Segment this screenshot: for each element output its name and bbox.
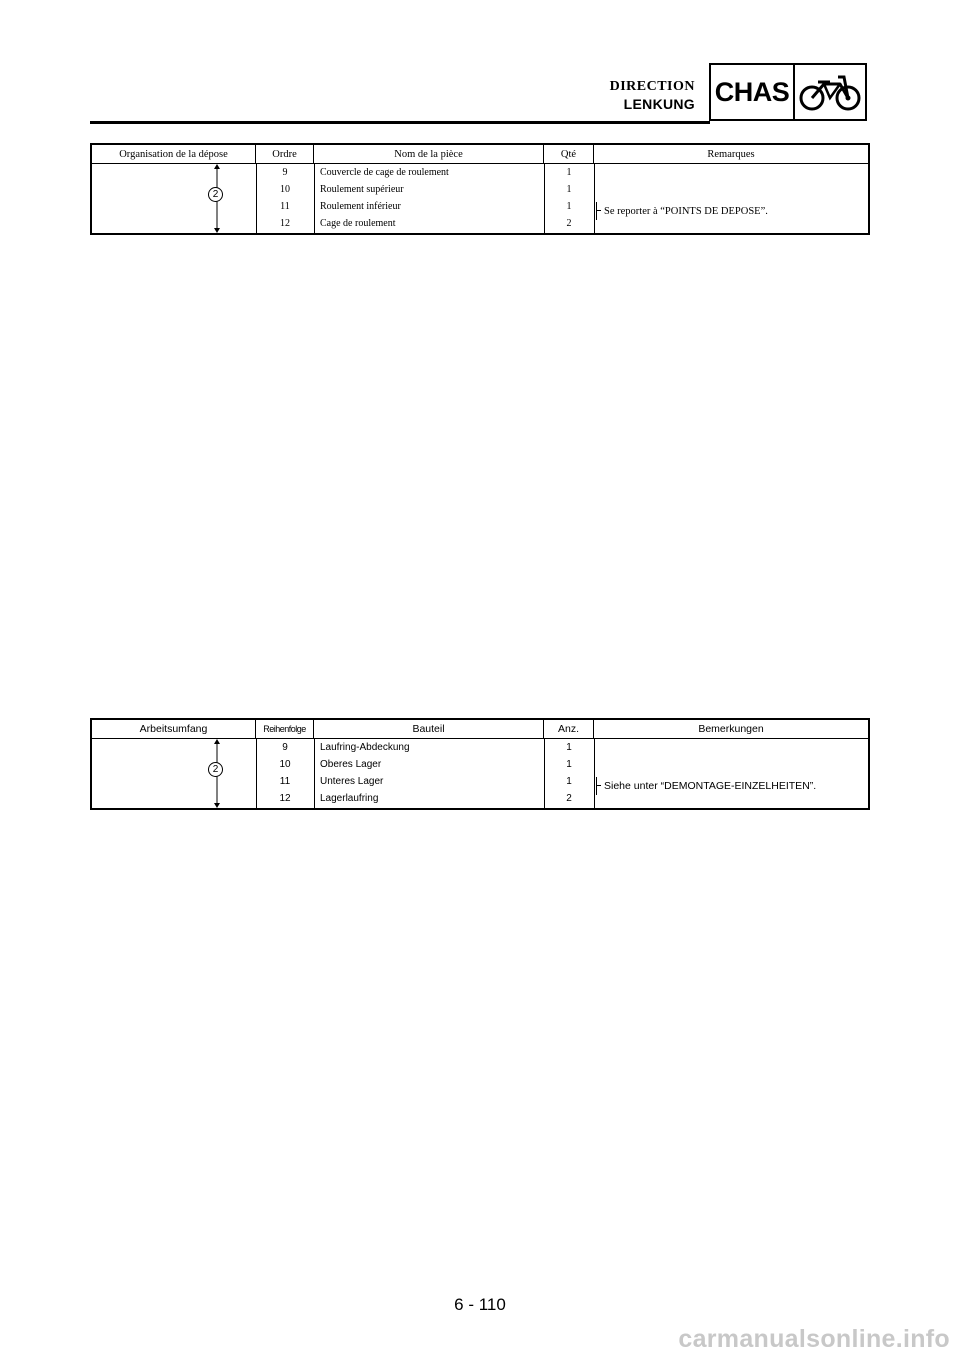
row-part-name: Unteres Lager xyxy=(320,776,384,787)
col-header-part-name: Nom de la pièce xyxy=(314,145,544,163)
remark-text: Se reporter à “POINTS DE DEPOSE”. xyxy=(604,205,768,217)
row-order: 9 xyxy=(282,167,288,178)
row-qty: 1 xyxy=(566,742,572,753)
row-part-name: Oberes Lager xyxy=(320,759,382,770)
row-part-name: Couvercle de cage de roulement xyxy=(320,167,449,178)
bracket-icon xyxy=(596,202,601,220)
col-header-order: Ordre xyxy=(256,145,314,163)
section-title-fr: DIRECTION xyxy=(609,79,695,94)
row-part-name: Cage de roulement xyxy=(320,218,396,229)
table-body xyxy=(92,739,868,808)
sequence-number: 2 xyxy=(208,762,223,777)
row-part-name: Roulement supérieur xyxy=(320,184,404,195)
row-order: 11 xyxy=(280,201,290,212)
header-rule xyxy=(90,121,710,124)
watermark: carmanualsonline.info xyxy=(678,1325,950,1353)
chapter-badge xyxy=(709,63,867,121)
col-header-organisation: Organisation de la dépose xyxy=(92,145,256,163)
row-qty: 1 xyxy=(566,184,572,195)
col-header-qty: Qté xyxy=(544,145,594,163)
row-part-name: Roulement inférieur xyxy=(320,201,401,212)
row-part-name: Lagerlaufring xyxy=(320,793,379,804)
row-qty: 1 xyxy=(566,759,572,770)
table-row xyxy=(92,181,868,198)
remark xyxy=(596,202,768,220)
row-order: 11 xyxy=(279,776,291,787)
row-qty: 2 xyxy=(566,793,572,804)
row-qty: 2 xyxy=(566,218,572,229)
parts-table-fr xyxy=(90,143,870,235)
bracket-icon xyxy=(596,777,601,795)
row-order: 12 xyxy=(279,793,291,804)
table-header xyxy=(92,720,868,739)
col-header-qty: Anz. xyxy=(544,720,594,738)
table-row xyxy=(92,164,868,181)
col-header-scope: Arbeitsumfang xyxy=(92,720,256,738)
row-qty: 1 xyxy=(566,776,572,787)
col-header-order: Reihenfolge xyxy=(256,720,314,738)
table-row xyxy=(92,739,868,756)
section-title-de: LENKUNG xyxy=(623,96,695,112)
row-order: 10 xyxy=(279,759,291,770)
col-header-part-name: Bauteil xyxy=(314,720,544,738)
page-number: 6 - 110 xyxy=(454,1295,506,1314)
table-row xyxy=(92,756,868,773)
table-body xyxy=(92,164,868,233)
remark-text: Siehe unter “DEMONTAGE-EINZELHEITEN”. xyxy=(604,780,817,792)
sequence-number: 2 xyxy=(208,187,223,202)
chapter-badge-label: CHAS xyxy=(711,65,795,119)
row-part-name: Laufring-Abdeckung xyxy=(320,742,410,753)
col-header-remarks: Bemerkungen xyxy=(698,723,764,735)
motorcycle-icon xyxy=(795,65,865,119)
row-order: 10 xyxy=(280,184,290,195)
row-qty: 1 xyxy=(566,201,572,212)
table-header xyxy=(92,145,868,164)
parts-table-de xyxy=(90,718,870,810)
row-order: 12 xyxy=(280,218,290,229)
row-qty: 1 xyxy=(566,167,572,178)
row-order: 9 xyxy=(282,742,288,753)
remark xyxy=(596,777,816,795)
col-header-remarks: Remarques xyxy=(707,148,755,160)
